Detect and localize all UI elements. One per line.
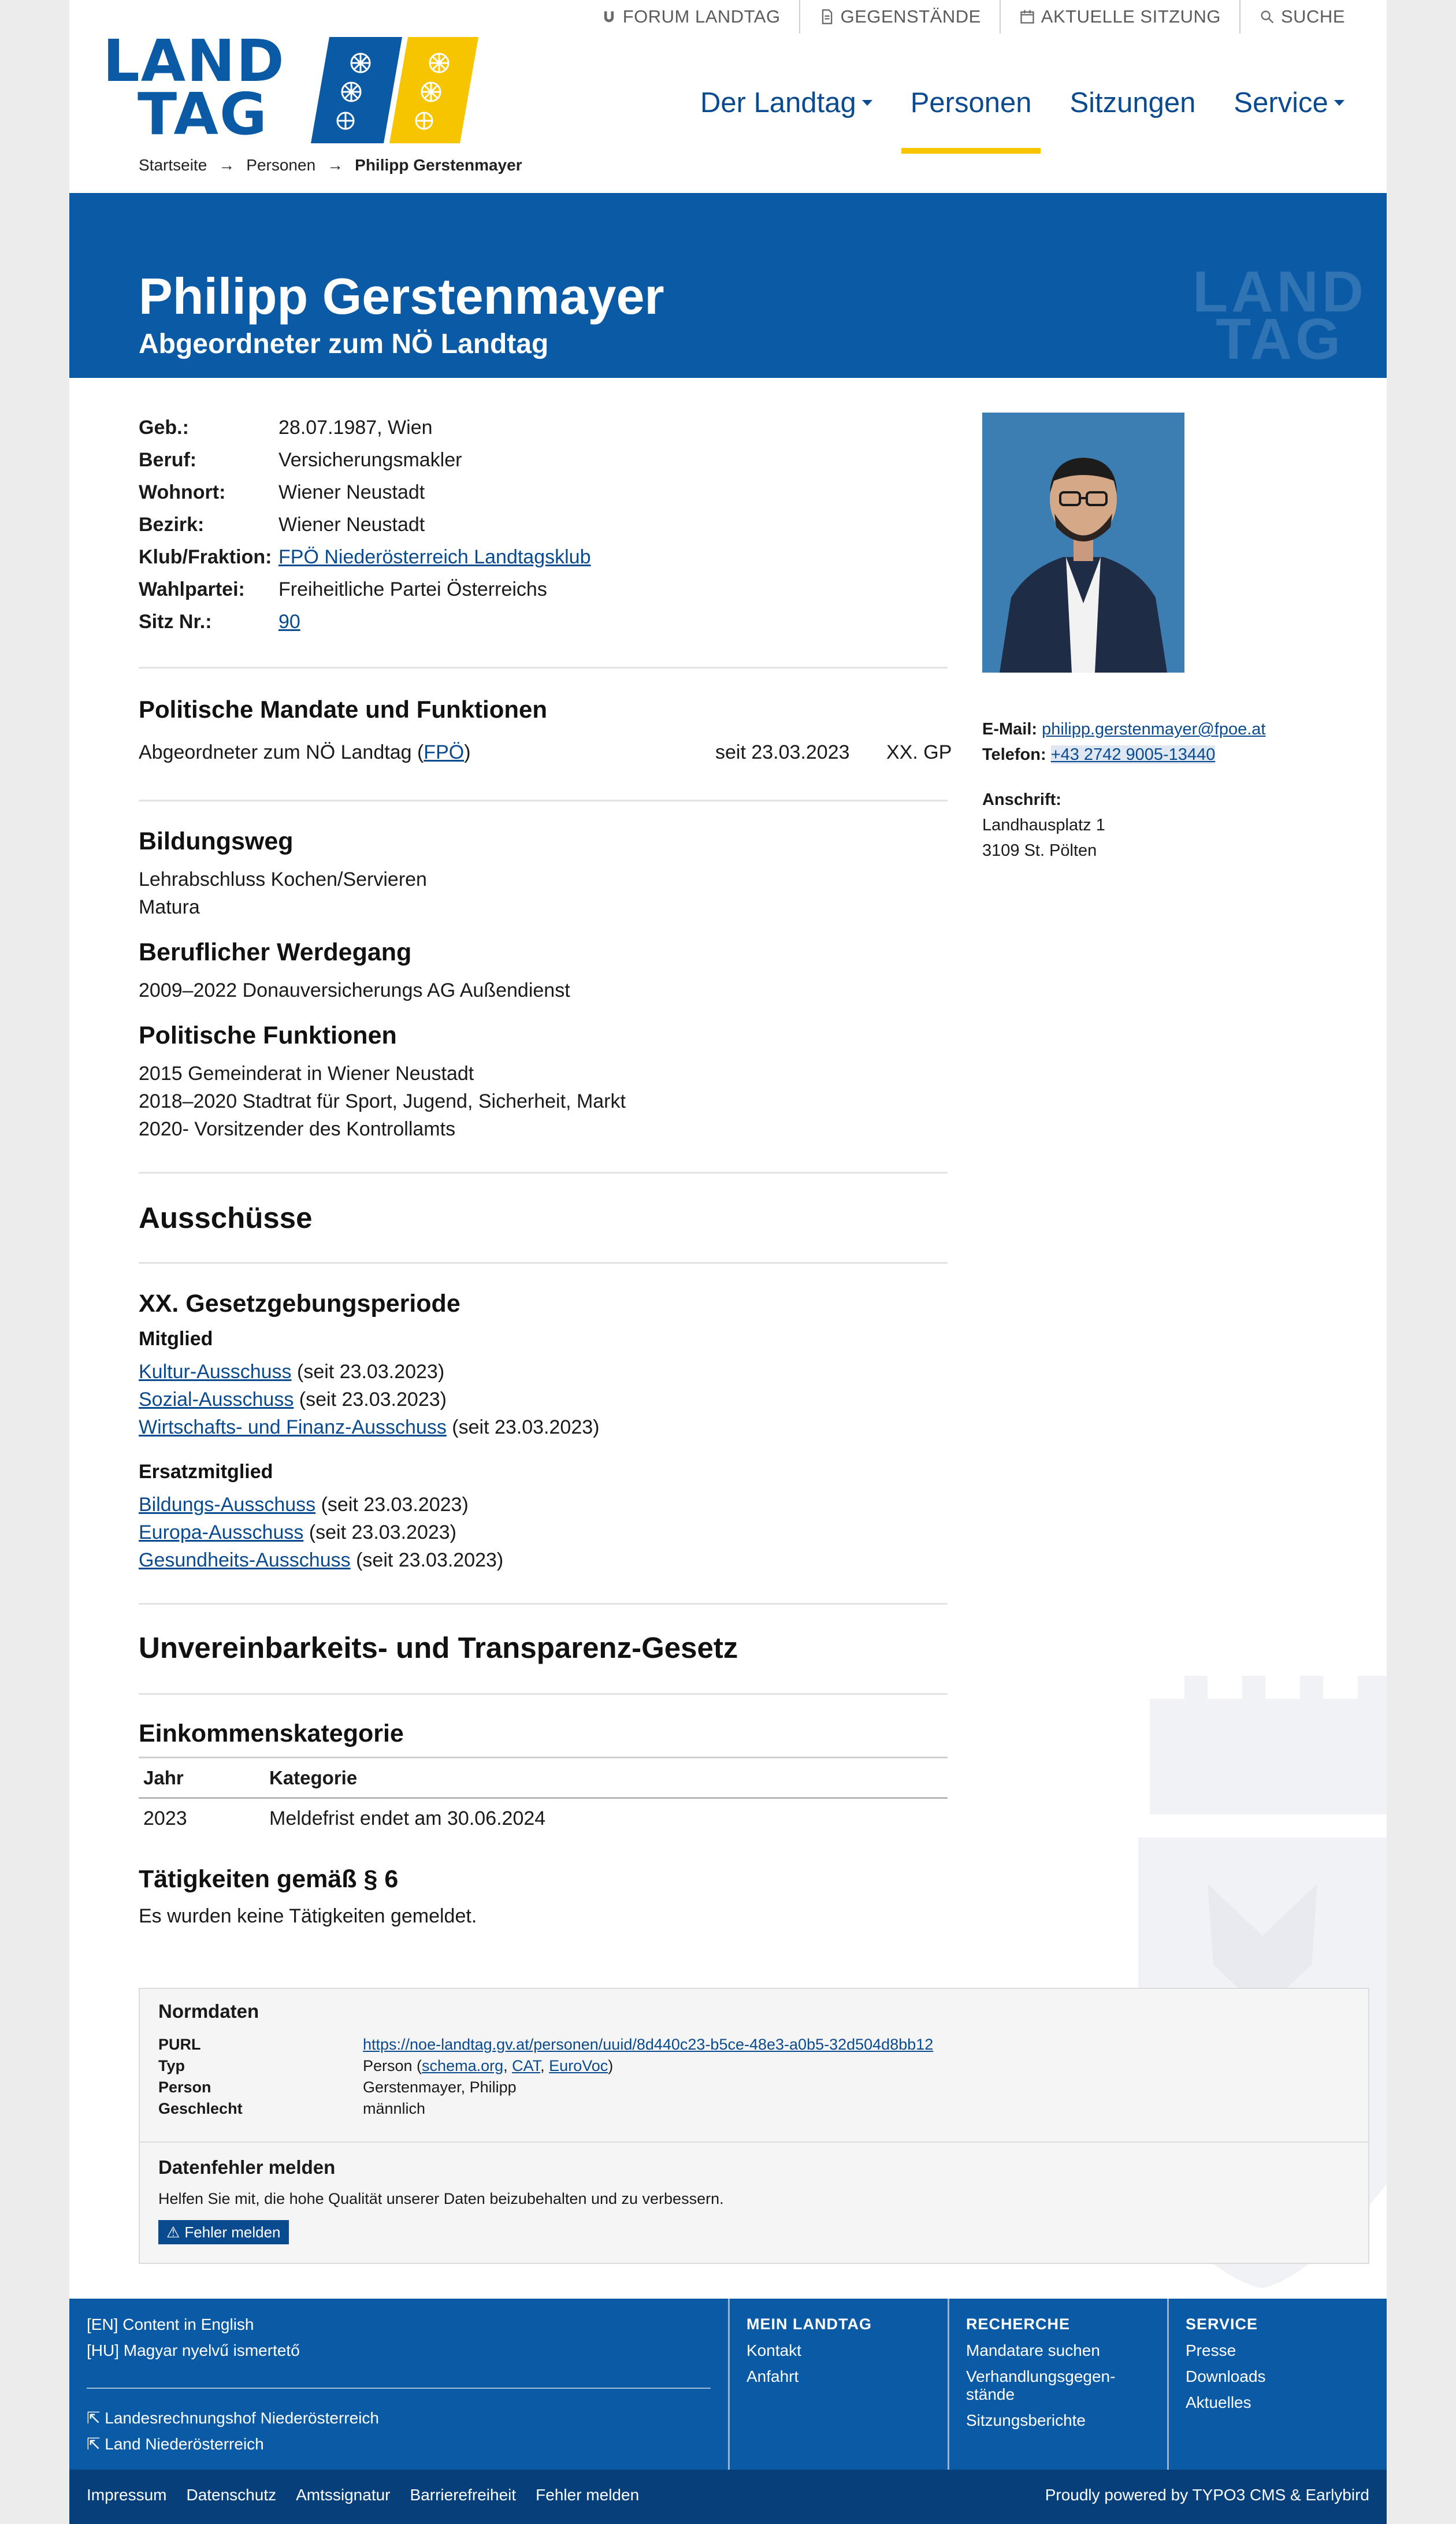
mandate-since: seit 23.03.2023 <box>715 741 850 763</box>
divider <box>948 2299 949 2470</box>
footer-mein-landtag <box>746 2311 872 2389</box>
mitglied-list <box>139 1358 599 1441</box>
calendar-icon <box>1019 9 1035 25</box>
list-item: 2018–2020 Stadtrat für Sport, Jugend, Sicherheit, Markt <box>139 1090 626 1112</box>
tel-link[interactable]: +43 2742 9005-13440 <box>1050 745 1216 764</box>
nav-der-landtag[interactable] <box>700 87 872 119</box>
list-item: 2009–2022 Donauversicherungs AG Außendienst <box>139 979 570 1001</box>
address-line: Landhausplatz 1 <box>982 816 1105 834</box>
ausschuss-link[interactable]: Kultur-Ausschuss <box>139 1361 292 1383</box>
arrow-right-icon: → <box>218 156 235 174</box>
info-key: Wohnort: <box>139 481 226 503</box>
impressum-link[interactable]: Impressum <box>87 2486 167 2504</box>
nav-personen[interactable] <box>911 87 1032 119</box>
page-title: Philipp Gerstenmayer <box>139 268 664 325</box>
normdaten-table <box>158 2034 933 2120</box>
taetigkeiten-text: Es wurden keine Tätigkeiten gemeldet. <box>139 1905 477 1927</box>
email-label: E-Mail: <box>982 720 1038 738</box>
footer-link[interactable]: Downloads <box>1186 2367 1266 2385</box>
norm-key: PURL <box>158 2036 201 2053</box>
info-value: 28.07.1987, Wien <box>278 417 433 439</box>
english-link[interactable]: [EN] Content in English <box>87 2315 254 2333</box>
search-icon <box>1259 9 1275 25</box>
list-item: Gesundheits-Ausschuss (seit 23.03.2023) <box>139 1549 504 1571</box>
norm-value: Person (schema.org, CAT, EuroVoc) <box>363 2057 614 2074</box>
info-key: Klub/Fraktion: <box>139 546 272 568</box>
divider <box>139 1172 948 1174</box>
footer <box>69 2299 1387 2470</box>
schema-org-link[interactable]: schema.org <box>422 2057 504 2074</box>
nav-label: Personen <box>910 87 1032 118</box>
external-link[interactable]: ⇱ Landesrechnungshof Niederösterreich <box>87 2409 379 2427</box>
ausschuss-link[interactable]: Bildungs-Ausschuss <box>139 1494 316 1516</box>
footer-link[interactable]: Anfahrt <box>746 2367 799 2385</box>
list-item: Matura <box>139 896 200 918</box>
breadcrumb-current: Philipp Gerstenmayer <box>355 156 522 174</box>
beruf-heading: Beruflicher Werdegang <box>139 938 412 966</box>
mitglied-heading: Mitglied <box>139 1328 213 1350</box>
klub-link[interactable]: FPÖ Niederösterreich Landtagsklub <box>278 546 591 568</box>
beruf-list <box>139 977 570 1004</box>
amtssignatur-link[interactable]: Amtssignatur <box>296 2486 391 2504</box>
polfunk-heading: Politische Funktionen <box>139 1022 397 1049</box>
divider <box>139 1693 948 1695</box>
mandate-row: Abgeordneter zum NÖ Landtag (FPÖ) <box>139 741 471 763</box>
info-key: Wahlpartei: <box>139 578 245 600</box>
ausschuss-link[interactable]: Gesundheits-Ausschuss <box>139 1549 351 1571</box>
aktuelle-sitzung-link[interactable] <box>1000 0 1239 34</box>
mandate-gp: XX. GP <box>886 741 952 763</box>
table-border <box>139 1757 948 1758</box>
sub-footer <box>69 2470 1387 2524</box>
info-value: Freiheitliche Partei Österreichs <box>278 578 547 600</box>
caret-down-icon <box>1334 100 1344 106</box>
divider <box>139 667 948 669</box>
footer-language-links <box>87 2311 300 2363</box>
polfunk-list <box>139 1060 626 1143</box>
nav-sitzungen[interactable] <box>1069 87 1195 119</box>
footer-link[interactable]: Aktuelles <box>1186 2393 1251 2411</box>
fehler-melden-link[interactable]: Fehler melden <box>536 2486 640 2504</box>
document-icon <box>819 9 835 25</box>
nav-label: Sitzungen <box>1069 87 1196 118</box>
list-item: Lehrabschluss Kochen/Servieren <box>139 868 427 890</box>
suche-label: SUCHE <box>1280 6 1345 27</box>
mandate-heading: Politische Mandate und Funktionen <box>139 696 548 723</box>
page-subtitle: Abgeordneter zum NÖ Landtag <box>139 329 549 359</box>
taetigkeiten-heading: Tätigkeiten gemäß § 6 <box>139 1865 399 1893</box>
footer-heading: MEIN LANDTAG <box>746 2315 872 2333</box>
suche-link[interactable] <box>1239 0 1364 34</box>
ersatz-heading: Ersatzmitglied <box>139 1461 273 1483</box>
utility-bar <box>582 0 1364 34</box>
ausschuss-link[interactable]: Europa-Ausschuss <box>139 1521 304 1543</box>
logo-flag-icon <box>311 37 478 143</box>
person-portrait-icon <box>982 413 1184 673</box>
info-key: Sitz Nr.: <box>139 611 212 633</box>
table-cell: Meldefrist endet am 30.06.2024 <box>269 1807 546 1829</box>
breadcrumb <box>139 156 522 175</box>
footer-external-links <box>87 2405 379 2457</box>
breadcrumb-personen[interactable]: Personen <box>246 156 316 174</box>
norm-value: männlich <box>363 2100 426 2117</box>
nav-label: Der Landtag <box>700 87 856 118</box>
ausschuesse-heading: Ausschüsse <box>139 1201 313 1234</box>
main-nav <box>700 87 1383 119</box>
powered-by: Proudly powered by TYPO3 CMS & Earlybird <box>1045 2486 1369 2504</box>
divider <box>140 2141 1368 2143</box>
col-jahr: Jahr <box>143 1767 184 1788</box>
footer-link[interactable]: Kontakt <box>746 2341 801 2359</box>
footer-link[interactable]: Verhandlungsgegen- stände <box>966 2367 1116 2403</box>
list-item: Europa-Ausschuss (seit 23.03.2023) <box>139 1521 456 1543</box>
tel-label: Telefon: <box>982 745 1046 764</box>
norm-key: Typ <box>158 2057 185 2074</box>
datenfehler-heading: Datenfehler melden <box>158 2156 336 2178</box>
party-link[interactable]: FPÖ <box>424 741 465 763</box>
ersatz-list <box>139 1491 503 1574</box>
footer-recherche <box>966 2311 1115 2433</box>
gegenstaende-label: GEGENSTÄNDE <box>840 6 981 27</box>
datenfehler-text: Helfen Sie mit, die hohe Qualität unserer Daten beizubehalten und zu verbessern. <box>158 2190 724 2207</box>
footer-heading: RECHERCHE <box>966 2315 1071 2333</box>
portrait-photo <box>982 413 1184 673</box>
gegenstaende-link[interactable] <box>799 0 1000 34</box>
landtag-logo[interactable] <box>103 27 299 148</box>
logo-line-1: LAND <box>103 27 285 95</box>
normdaten-box <box>139 1988 1369 2264</box>
address-block <box>982 787 1105 863</box>
divider <box>139 800 948 801</box>
bildung-heading: Bildungsweg <box>139 827 294 855</box>
page <box>69 0 1387 2524</box>
divider <box>1167 2299 1169 2470</box>
norm-key: Person <box>158 2078 211 2096</box>
list-item: Kultur-Ausschuss (seit 23.03.2023) <box>139 1361 445 1383</box>
nav-service[interactable] <box>1234 87 1344 119</box>
forum-icon <box>601 9 617 25</box>
breadcrumb-startseite[interactable]: Startseite <box>139 156 207 174</box>
footer-heading: SERVICE <box>1186 2315 1258 2333</box>
arrow-right-icon: → <box>327 156 344 174</box>
col-kategorie: Kategorie <box>269 1767 358 1788</box>
address-label: Anschrift: <box>982 790 1061 809</box>
cat-link[interactable]: CAT <box>512 2057 541 2074</box>
landtag-watermark-logo: LAND TAG <box>1193 259 1367 372</box>
info-key: Geb.: <box>139 417 189 439</box>
transparenz-heading: Unvereinbarkeits- und Transparenz-Gesetz <box>139 1631 738 1664</box>
footer-link[interactable]: Sitzungsberichte <box>966 2411 1086 2429</box>
datenschutz-link[interactable]: Datenschutz <box>186 2486 277 2504</box>
period-heading: XX. Gesetzgebungsperiode <box>139 1290 460 1317</box>
ausschuss-link[interactable]: Sozial-Ausschuss <box>139 1389 294 1411</box>
caret-down-icon <box>862 100 872 106</box>
divider <box>728 2299 730 2470</box>
norm-key: Geschlecht <box>158 2100 243 2117</box>
footer-service <box>1186 2311 1266 2415</box>
purl-link[interactable]: https://noe-landtag.gv.at/personen/uuid/8d440c23-b5ce-48e3-a0b5-32d504d8bb12 <box>363 2036 934 2053</box>
fehler-melden-button[interactable] <box>158 2220 289 2244</box>
list-item: 2015 Gemeinderat in Wiener Neustadt <box>139 1063 474 1085</box>
forum-label: FORUM LANDTAG <box>622 6 781 27</box>
bildung-list <box>139 866 427 921</box>
aktuelle-sitzung-label: AKTUELLE SITZUNG <box>1041 6 1221 27</box>
norm-value: Gerstenmayer, Philipp <box>363 2078 517 2096</box>
normdaten-heading: Normdaten <box>158 2000 259 2022</box>
divider <box>139 1603 948 1605</box>
divider <box>87 2388 711 2389</box>
footer-link[interactable]: Mandatare suchen <box>966 2341 1100 2359</box>
sitz-link[interactable]: 90 <box>278 611 300 633</box>
hungarian-link[interactable]: [HU] Magyar nyelvű ismertető <box>87 2341 300 2359</box>
table-border <box>139 1797 948 1799</box>
external-link-icon: ⇱ <box>87 2409 105 2427</box>
logo-line-2: TAG <box>138 80 268 148</box>
person-info <box>139 411 591 638</box>
eurovoc-link[interactable]: EuroVoc <box>549 2057 608 2074</box>
info-value: Wiener Neustadt <box>278 481 425 503</box>
einkommen-heading: Einkommenskategorie <box>139 1720 404 1747</box>
mandate-text: Abgeordneter zum NÖ Landtag ( <box>139 741 424 763</box>
forum-link[interactable] <box>582 0 799 34</box>
contact-block <box>982 717 1265 767</box>
info-value: Versicherungsmakler <box>278 449 462 471</box>
nav-label: Service <box>1234 87 1328 118</box>
table-cell: 2023 <box>143 1807 187 1829</box>
address-line: 3109 St. Pölten <box>982 841 1097 860</box>
external-link[interactable]: ⇱ Land Niederösterreich <box>87 2435 264 2453</box>
barrierefreiheit-link[interactable]: Barrierefreiheit <box>410 2486 517 2504</box>
info-key: Beruf: <box>139 449 197 471</box>
email-link[interactable]: philipp.gerstenmayer@fpoe.at <box>1042 720 1266 738</box>
divider <box>139 1262 948 1264</box>
info-key: Bezirk: <box>139 514 205 536</box>
list-item: Wirtschafts- und Finanz-Ausschuss (seit 23.03.2023) <box>139 1416 600 1438</box>
legal-links <box>87 2486 659 2504</box>
list-item: Bildungs-Ausschuss (seit 23.03.2023) <box>139 1494 469 1516</box>
list-item: Sozial-Ausschuss (seit 23.03.2023) <box>139 1389 447 1411</box>
button-label: Fehler melden <box>184 2223 281 2241</box>
list-item: 2020- Vorsitzender des Kontrollamts <box>139 1118 456 1140</box>
info-value: Wiener Neustadt <box>278 514 425 536</box>
warning-icon: ⚠ <box>166 2223 180 2241</box>
ausschuss-link[interactable]: Wirtschafts- und Finanz-Ausschuss <box>139 1416 447 1438</box>
footer-link[interactable]: Presse <box>1186 2341 1236 2359</box>
external-link-icon: ⇱ <box>87 2435 105 2453</box>
hero-banner <box>69 193 1387 378</box>
